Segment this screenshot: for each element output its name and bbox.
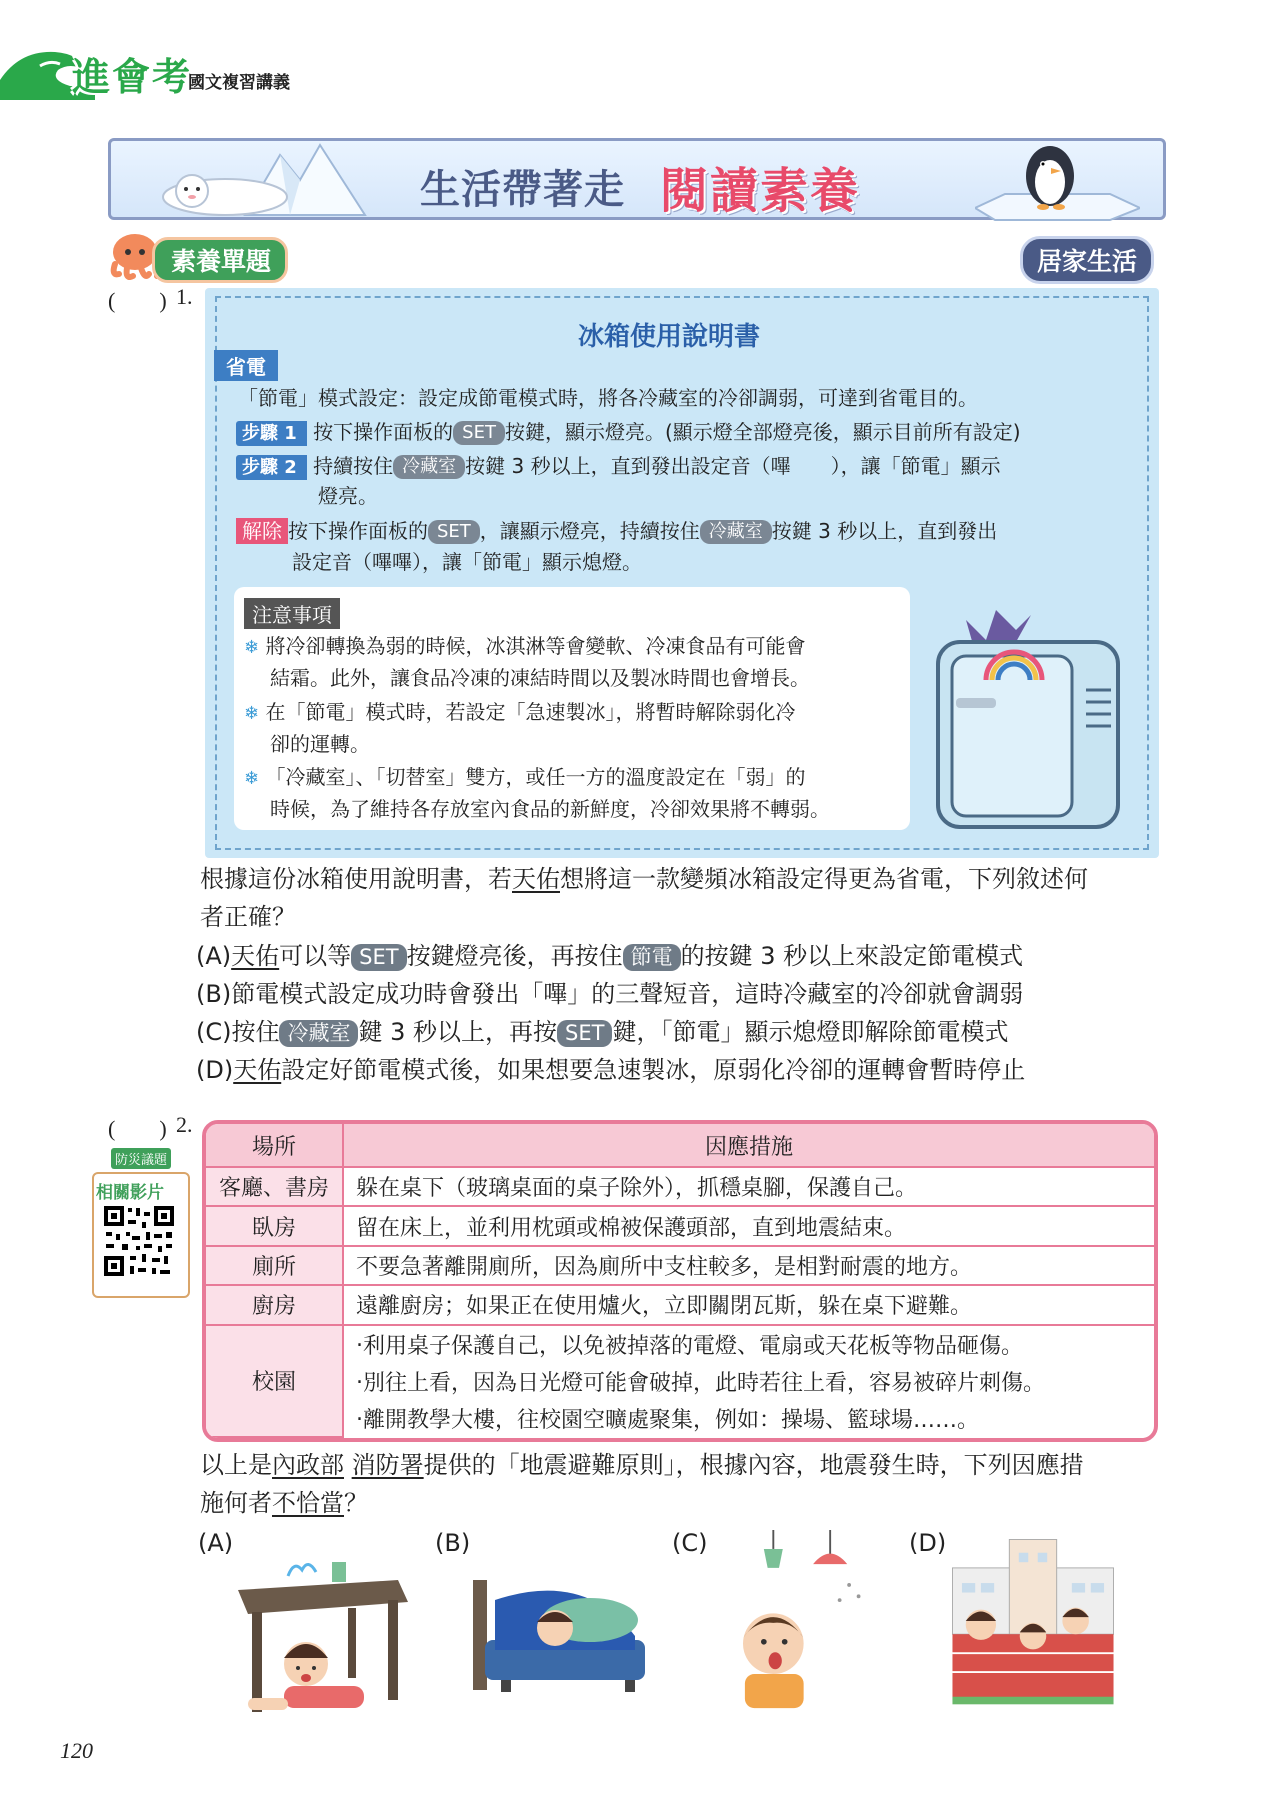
option-d[interactable]: (D) [909,1529,947,1557]
manual-title: 冰箱使用說明書 [578,322,761,352]
banner-title-highlight: 閱讀素養 [660,163,861,219]
option-b[interactable]: (B)節電模式設定成功時會發出「嗶」的三聲短音，這時冷藏室的冷卻就會調弱 [196,980,1024,1008]
penguin-illustration [975,128,1140,223]
q1-stem: 根據這份冰箱使用說明書，若天佑想將這一款變頻冰箱設定得更為省電，下列敘述何 [200,865,1088,893]
seal-iceberg-illustration [150,135,400,220]
option-b[interactable]: (B) [435,1529,471,1557]
table-row: 廚房 遠離廚房；如果正在使用爐火，立即關閉瓦斯，躲在桌下避難。 [206,1285,1154,1324]
under-table-illustration [228,1540,418,1720]
manual-step-2: 步驟 2 持續按住 冷藏室 按鍵 3 秒以上，直到發出設定音（嗶 ），讓「節電」顯示 [236,451,1001,483]
cancel-label: 解除 [236,518,288,544]
manual-cancel-cont: 設定音（嗶嗶），讓「節電」顯示熄燈。 [292,550,642,574]
q1-stem-cont: 者正確？ [200,903,296,931]
section-badge: 素養單題 [152,237,288,283]
option-a[interactable]: (A) [198,1529,234,1557]
option-c[interactable]: (C) [672,1529,708,1557]
table-row: 臥房 留在床上，並利用枕頭或棉被保護頭部，直到地震結束。 [206,1206,1154,1245]
fridge-key-chip: 冷藏室 [393,455,465,479]
note-item-cont: 結霜。此外，讓食品冷凍的凍結時間以及製冰時間也會增長。 [270,666,810,690]
answer-paren: ( ) [108,288,167,313]
table-header-measure: 因應措施 [343,1124,1154,1167]
option-c[interactable]: (C)按住 冷藏室 鍵 3 秒以上，再按 SET 鍵，「節電」顯示熄燈即解除節電模式 [196,1018,1009,1046]
table-row: ‧別往上看，因為日光燈可能會破掉，此時若往上看，容易被碎片刺傷。 [356,1370,1045,1396]
note-item-cont: 卻的運轉。 [270,732,370,756]
bed-illustration [465,1540,655,1720]
banner-title-main: 生活帶著走 [420,167,625,213]
q2-stem-cont: 施何者不恰當？ [200,1489,368,1517]
book-title: 國文複習講義 [188,73,290,93]
playground-illustration [938,1530,1128,1710]
fridge-illustration [926,600,1131,835]
series-logo: 進會考 [72,54,193,99]
looking-up-illustration [702,1530,892,1710]
table-row: 廁所 不要急著離開廁所，因為廁所中支柱較多，是相對耐震的地方。 [206,1246,1154,1285]
note-item: ❄ 在「節電」模式時，若設定「急速製冰」，將暫時解除弱化冷 [244,700,796,724]
note-item: ❄ 「冷藏室」、「切替室」雙方，或任一方的溫度設定在「弱」的 [244,765,806,789]
note-item: ❄ 將冷卻轉換為弱的時候，冰淇淋等會變軟、冷凍食品有可能會 [244,634,806,658]
option-d[interactable]: (D)天佑設定好節電模式後，如果想要急速製冰，原弱化冷卻的運轉會暫時停止 [196,1056,1026,1084]
page-number: 120 [60,1738,93,1763]
table-row: 客廳、書房 躲在桌下（玻璃桌面的桌子除外），抓穩桌腳，保護自己。 [206,1167,1154,1206]
snowflake-icon: ❄ [244,703,260,724]
manual-step-2-cont: 燈亮。 [318,484,378,508]
step-2-label: 步驟 2 [236,455,307,480]
snowflake-icon: ❄ [244,768,260,789]
power-saving-tag: 省電 [214,350,278,381]
table-row: ‧離開教學大樓，往校園空曠處聚集，例如：操場、籃球場……。 [356,1407,979,1433]
category-badge: 居家生活 [1020,236,1154,284]
answer-paren: ( ) [108,1116,167,1141]
question-number: 1. [176,284,193,309]
question-number: 2. [176,1112,193,1137]
step-1-label: 步驟 1 [236,421,307,446]
table-row: 校園 ‧利用桌子保護自己，以免被掉落的電燈、電扇或天花板等物品砸傷。 [206,1325,1154,1363]
earthquake-table [202,1120,1158,1442]
notes-title: 注意事項 [244,598,340,629]
video-label: 相關影片 [96,1183,164,1203]
note-item-cont: 時候，為了維持各存放室內食品的新鮮度，冷卻效果將不轉弱。 [270,797,830,821]
qr-code-icon[interactable] [102,1204,176,1278]
table-header-place: 場所 [206,1124,343,1167]
topic-tag: 防災議題 [111,1148,171,1169]
set-key-chip: SET [453,421,505,445]
option-a[interactable]: (A)天佑可以等 SET 按鍵燈亮後，再按住 節電 的按鍵 3 秒以上來設定節電模式 [196,942,1024,970]
q2-stem: 以上是內政部 消防署提供的「地震避難原則」，根據內容，地震發生時，下列因應措 [200,1451,1084,1479]
snowflake-icon: ❄ [244,637,260,658]
manual-cancel: 解除 按下操作面板的 SET ，讓顯示燈亮，持續按住 冷藏室 按鍵 3 秒以上，直到發出 [236,516,997,546]
manual-intro: 「節電」模式設定：設定成節電模式時，將各冷藏室的冷卻調弱，可達到省電目的。 [238,386,978,410]
manual-step-1: 步驟 1 按下操作面板的 SET 按鍵，顯示燈亮。(顯示燈全部燈亮後，顯示目前所有設定) [236,417,1021,449]
